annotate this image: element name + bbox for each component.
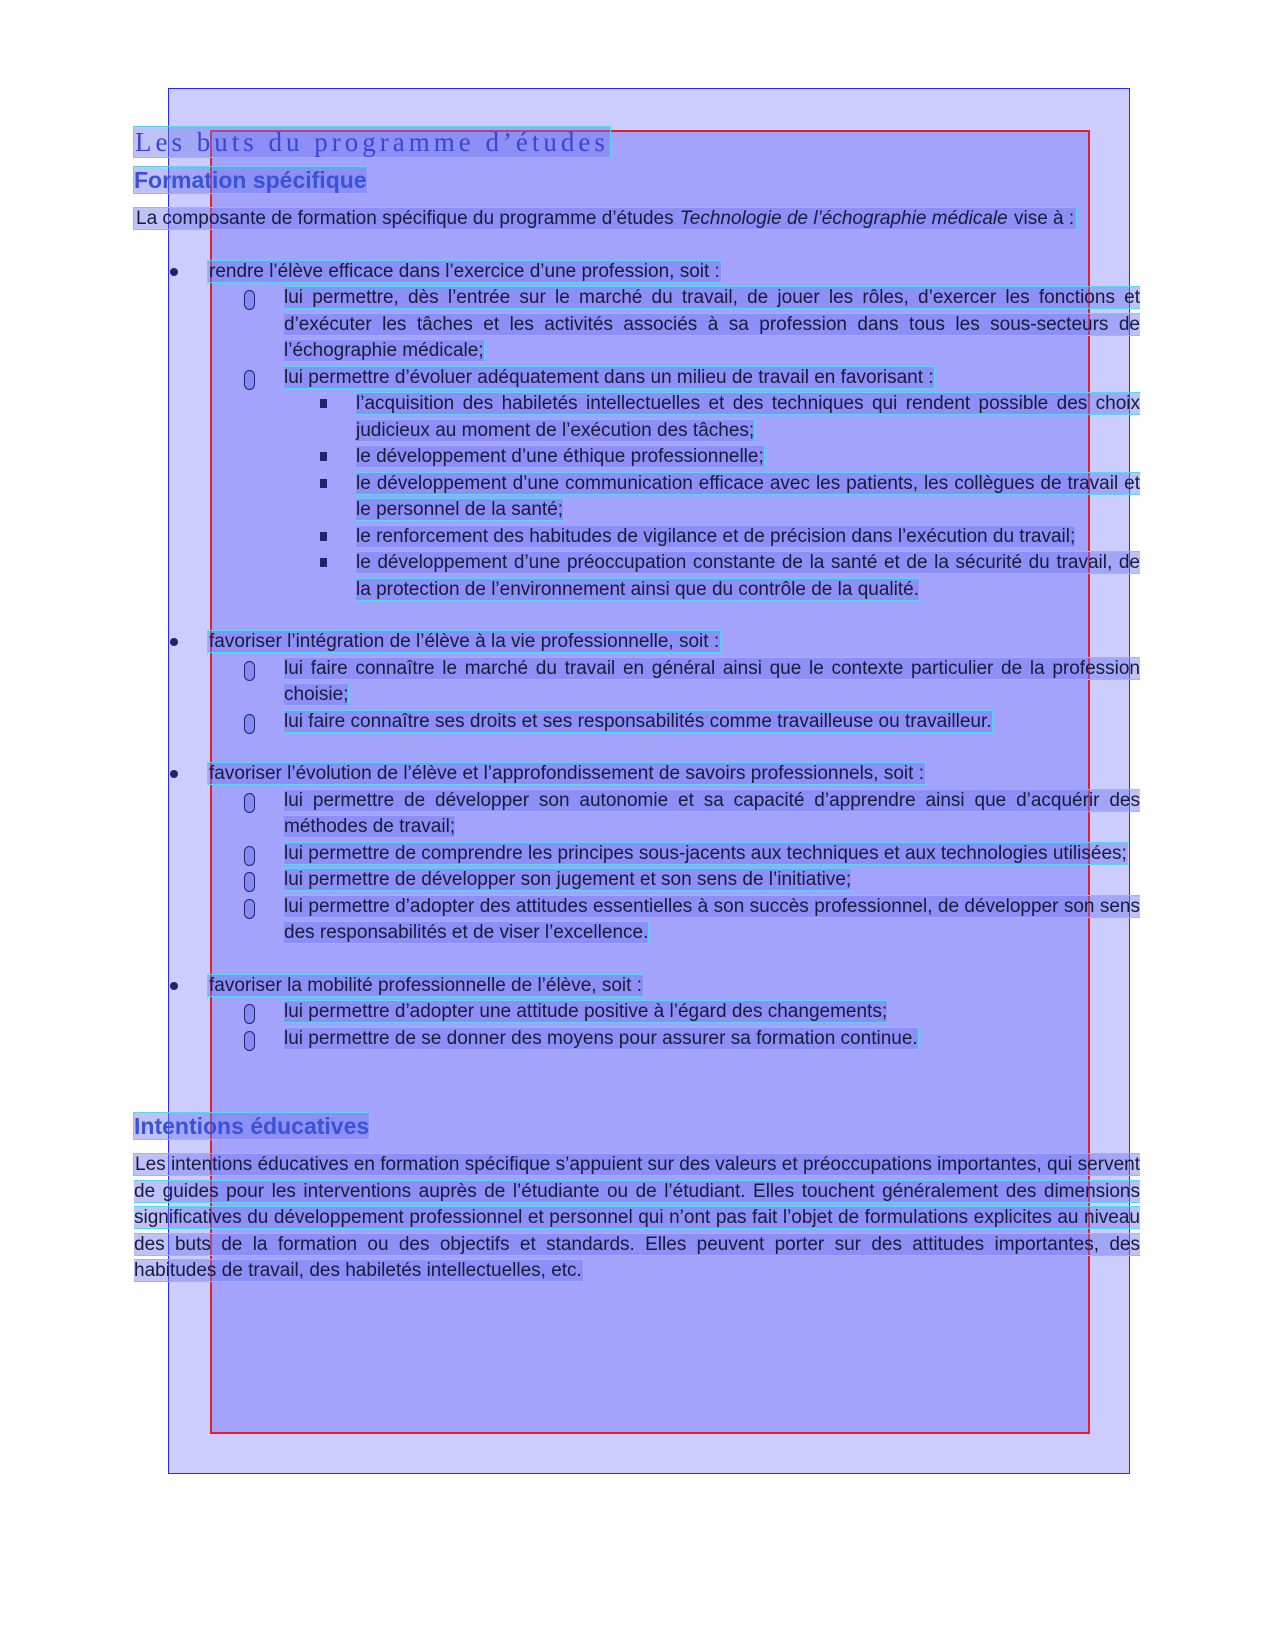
circle-bullet-icon <box>244 714 255 734</box>
circle-bullet-icon <box>244 899 255 919</box>
section-heading-formation-text: Formation spécifique <box>134 167 367 193</box>
document-title <box>134 122 1140 162</box>
intro-paragraph <box>134 206 1140 233</box>
goal-subsubitem <box>134 524 1140 551</box>
circle-bullet-icon <box>244 1031 255 1051</box>
square-bullet-icon <box>320 558 327 567</box>
square-bullet-icon <box>320 479 327 488</box>
circle-bullet-icon <box>244 1004 255 1024</box>
goal-label: rendre l’élève efficace dans l’exercice d’une profession, soit : <box>209 260 720 282</box>
document-title-text: Les buts du programme d’études <box>135 127 609 157</box>
goal-subsubitem-text: le développement d’une communication efficace avec les patients, les collègues de travail et le personnel de la santé; <box>356 472 1140 520</box>
circle-bullet-icon <box>244 872 255 892</box>
bullet-icon <box>170 268 178 276</box>
goal-label: favoriser l’évolution de l’élève et l’approfondissement de savoirs professionnels, soit : <box>209 763 924 784</box>
goal-item <box>134 761 1140 947</box>
intentions-paragraph <box>134 1152 1140 1285</box>
intro-end: vise à : <box>1013 208 1075 229</box>
goal-subsubitem <box>134 444 1140 471</box>
goal-item <box>134 259 1140 604</box>
goal-subsubitem-text: le renforcement des habitudes de vigilance et de précision dans l’exécution du travail; <box>356 525 1076 547</box>
goal-subitem <box>134 999 1140 1026</box>
goal-item <box>134 629 1140 735</box>
document-body <box>134 122 1140 1285</box>
goal-subitem <box>134 365 1140 604</box>
goal-subitem <box>134 656 1140 709</box>
list-spacer <box>134 603 1140 629</box>
goal-subsubitem <box>134 391 1140 444</box>
goal-subitem-text: lui permettre, dès l’entrée sur le marché du travail, de jouer les rôles, d’exercer les fonctions et d’exécuter les tâches et les activités associés à sa profession dans tous les sous-secteurs de l’échographie médicale; <box>284 287 1140 361</box>
goal-subitem-text: lui faire connaître ses droits et ses responsabilités comme travailleuse ou travailleur. <box>284 710 992 732</box>
goal-label: favoriser la mobilité professionnelle de l’élève, soit : <box>209 974 642 996</box>
goal-subsubitem-text: l’acquisition des habiletés intellectuelles et des techniques qui rendent possible des choix judicieux au moment de l’exécution des tâches; <box>356 393 1140 441</box>
circle-bullet-icon <box>244 290 255 310</box>
goal-subitem-text: lui permettre de comprendre les principes sous-jacents aux techniques et aux technologies utilisées; <box>284 842 1127 864</box>
goal-subitem <box>134 1026 1140 1053</box>
section-heading-formation <box>134 162 1140 198</box>
program-name: Technologie de l’échographie médicale <box>679 208 1008 229</box>
intro-text: La composante de formation spécifique du programme d’études <box>136 208 674 229</box>
goal-subitem-text: lui permettre d’adopter des attitudes essentielles à son succès professionnel, de développer son sens des responsabilités et de viser l’excellence. <box>284 895 1140 943</box>
goal-subitem-text: lui permettre d’évoluer adéquatement dans un milieu de travail en favorisant : <box>284 366 934 388</box>
circle-bullet-icon <box>244 661 255 681</box>
circle-bullet-icon <box>244 370 255 390</box>
list-spacer <box>134 947 1140 973</box>
goal-subsubitem-text: le développement d’une éthique professionnelle; <box>356 446 764 467</box>
goal-subitem <box>134 788 1140 841</box>
goal-subitem-text: lui permettre de développer son jugement et son sens de l’initiative; <box>284 869 852 890</box>
square-bullet-icon <box>320 399 327 408</box>
goal-subitem <box>134 285 1140 365</box>
circle-bullet-icon <box>244 793 255 813</box>
goal-subitem <box>134 867 1140 894</box>
bullet-icon <box>170 638 178 646</box>
goal-subitem-text: lui permettre de se donner des moyens pour assurer sa formation continue. <box>284 1027 918 1049</box>
list-spacer <box>134 735 1140 761</box>
goal-item <box>134 973 1140 1053</box>
section-heading-intentions-text: Intentions éducatives <box>134 1113 370 1139</box>
section-heading-intentions <box>134 1108 1140 1144</box>
goal-subitem-text: lui permettre de développer son autonomie et sa capacité d’apprendre ainsi que d’acquérir des méthodes de travail; <box>284 789 1140 837</box>
goal-subitem-text: lui permettre d’adopter une attitude positive à l’égard des changements; <box>284 1001 888 1022</box>
goal-subitem <box>134 894 1140 947</box>
square-bullet-icon <box>320 452 327 461</box>
goal-subitem-text: lui faire connaître le marché du travail en général ainsi que le contexte particulier de la profession choisie; <box>284 657 1140 705</box>
goal-subitem <box>134 841 1140 868</box>
intentions-text: Les intentions éducatives en formation spécifique s’appuient sur des valeurs et préoccupations importantes, qui servent de guides pour les interventions auprès de l’étudiante ou de l’étudiant. Elles touchent généralement des dimensions significatives du développement professionnel et personnel qui n’ont pas fait l’objet de formulations explicites au niveau des buts de la formation ou des objectifs et standards. Elles peuvent porter sur des attitudes importantes, des habitudes de travail, des habiletés intellectuelles, etc. <box>134 1154 1140 1281</box>
bullet-icon <box>170 982 178 990</box>
goal-subsubitem <box>134 471 1140 524</box>
goal-subsubitem-text: le développement d’une préoccupation constante de la santé et de la sécurité du travail, de la protection de l’environnement ainsi que du contrôle de la qualité. <box>356 552 1140 600</box>
goal-subitem <box>134 709 1140 736</box>
circle-bullet-icon <box>244 846 255 866</box>
bullet-icon <box>170 770 178 778</box>
goal-subsubitem <box>134 550 1140 603</box>
goals-list <box>134 259 1140 1053</box>
goal-label: favoriser l’intégration de l’élève à la vie professionnelle, soit : <box>209 631 720 652</box>
square-bullet-icon <box>320 532 327 541</box>
